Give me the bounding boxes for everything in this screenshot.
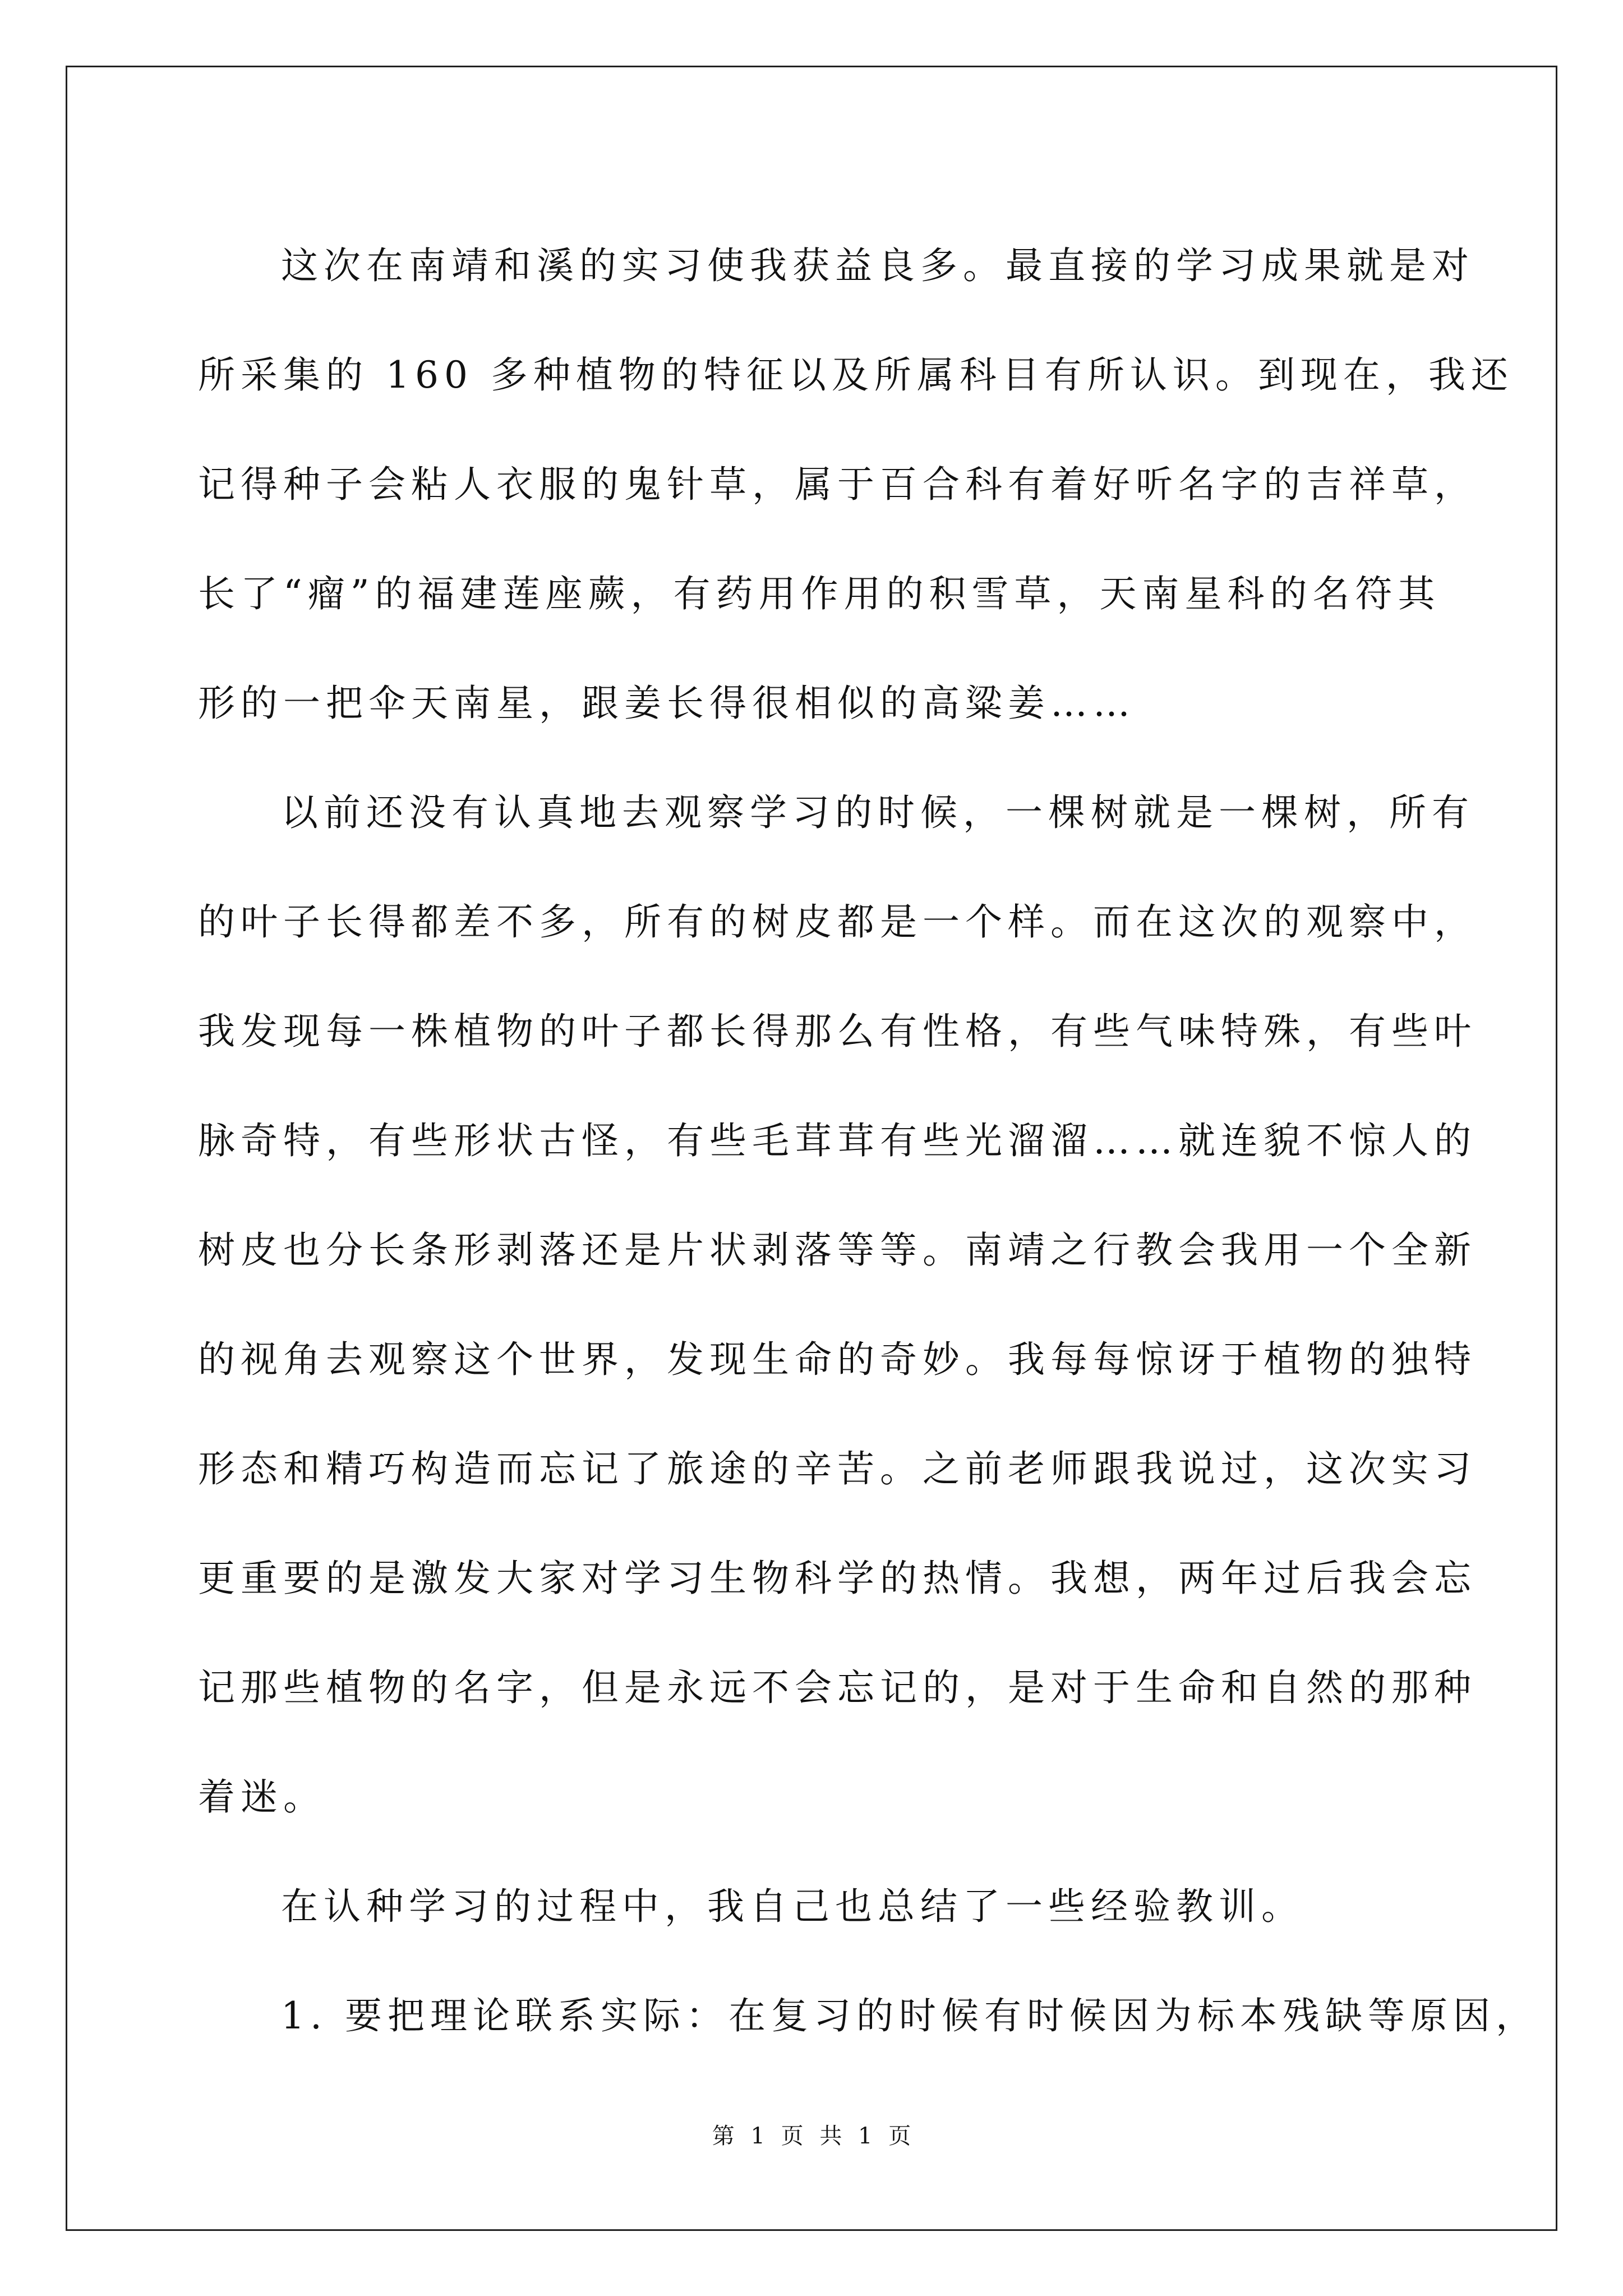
text-line: 形态和精巧构造而忘记了旅途的辛苦。之前老师跟我说过，这次实习: [198, 1447, 1477, 1490]
text-line: 的叶子长得都差不多，所有的树皮都是一个样。而在这次的观察中，: [198, 900, 1477, 944]
text-line: 我发现每一株植物的叶子都长得那么有性格，有些气味特殊，有些叶: [198, 1010, 1477, 1053]
text-line: 以前还没有认真地去观察学习的时候，一棵树就是一棵树，所有: [281, 791, 1474, 834]
text-line: 在认种学习的过程中，我自己也总结了一些经验教训。: [281, 1885, 1304, 1928]
text-line: 长了“瘤”的福建莲座蕨，有药用作用的积雪草，天南星科的名符其: [198, 572, 1441, 615]
text-line: 记那些植物的名字，但是永远不会忘记的，是对于生命和自然的那种: [198, 1666, 1477, 1709]
text-line: 的视角去观察这个世界，发现生命的奇妙。我每每惊讶于植物的独特: [198, 1338, 1477, 1381]
text-line: 树皮也分长条形剥落还是片状剥落等等。南靖之行教会我用一个全新: [198, 1228, 1477, 1272]
text-line: 所采集的 160 多种植物的特征以及所属科目有所认识。到现在，我还: [198, 353, 1514, 397]
text-line: 1. 要把理论联系实际：在复习的时候有时候因为标本残缺等原因，: [281, 1994, 1538, 2037]
page-number-footer: 第 1 页 共 1 页: [712, 2123, 911, 2149]
text-line: 着迷。: [198, 1775, 326, 1819]
text-line: 脉奇特，有些形状古怪，有些毛茸茸有些光溜溜……就连貌不惊人的: [198, 1119, 1477, 1162]
text-line: 这次在南靖和溪的实习使我获益良多。最直接的学习成果就是对: [281, 244, 1474, 287]
document-body: [198, 211, 1538, 2070]
text-line: 形的一把伞天南星，跟姜长得很相似的高粱姜……: [198, 682, 1136, 725]
text-line: 记得种子会粘人衣服的鬼针草，属于百合科有着好听名字的吉祥草，: [198, 463, 1477, 506]
text-line: 更重要的是激发大家对学习生物科学的热情。我想，两年过后我会忘: [198, 1557, 1477, 1600]
